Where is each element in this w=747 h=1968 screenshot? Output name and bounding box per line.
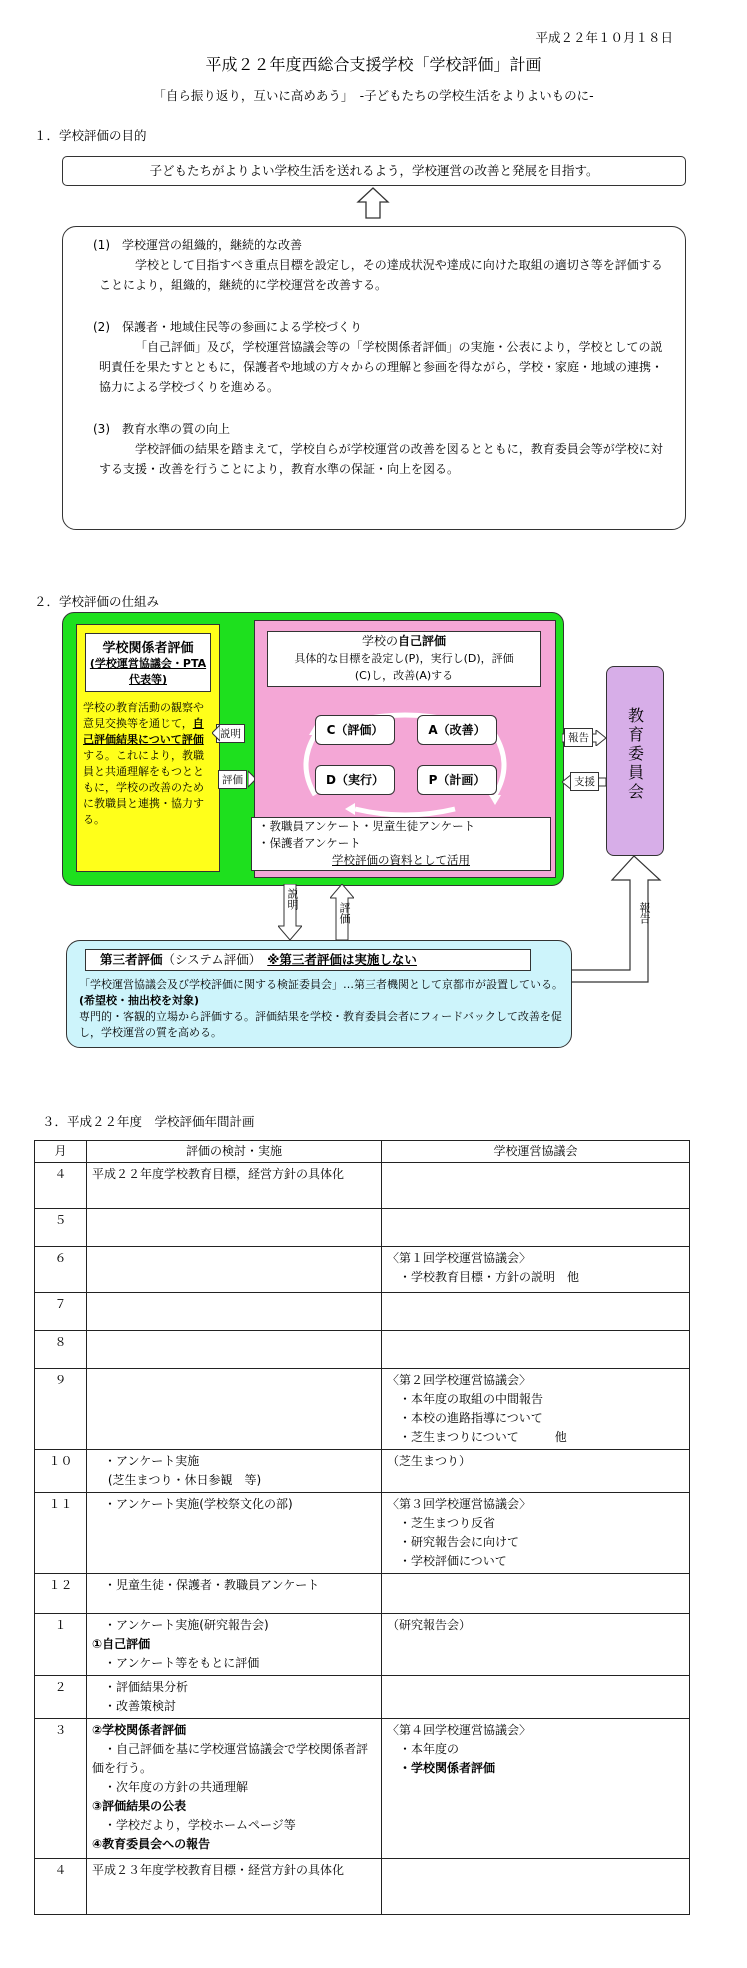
cell-line: ①自己評価 [92, 1637, 151, 1651]
self-hyouka-title-box [267, 631, 541, 687]
self-hyouka-desc: 具体的な目標を設定し(P)，実行し(D)，評価(C)し，改善(A)する [294, 652, 514, 682]
cell-line: 〈第１回学校運営協議会〉 [387, 1251, 532, 1265]
table-row [35, 1450, 690, 1493]
kankei-sub: (学校運営協議会・PTA代表等) [89, 657, 207, 686]
cell-council [382, 1247, 690, 1293]
header-evaluation: 評価の検討・実施 [87, 1141, 382, 1163]
cell-line: ・自己評価を基に学校運営協議会で学校関係者評価を行う。 [92, 1742, 369, 1775]
cell-line: 平成２２年度学校教育目標，経営方針の具体化 [92, 1167, 345, 1181]
goal-text: 子どもたちがよりよい学校生活を送れるよう，学校運営の改善と発展を目指す。 [149, 163, 599, 178]
table-row [35, 1676, 690, 1719]
cell-month: ４ [35, 1859, 87, 1915]
survey-use: 学校評価の資料として活用 [332, 853, 470, 867]
education-board-label: 教育委員会 [625, 707, 645, 802]
cell-month: １２ [35, 1574, 87, 1614]
table-row [35, 1859, 690, 1915]
cell-month: ６ [35, 1247, 87, 1293]
purpose-item-3 [63, 397, 685, 479]
cell-line: （芝生まつり） [387, 1454, 472, 1468]
third-party-text: 「学校運営協議会及び学校評価に関する検証委員会」…第三者機関として京都市が設置している。(希望校・抽出校を対象) 専門的・客観的立場から評価する。評価結果を学校・教育委員会者にフィードバックして改善を促し，学校運営の質を高める。 [79, 978, 563, 1039]
survey-line-1: ・教職員アンケート・児童生徒アンケート [258, 819, 476, 833]
cell-month: １１ [35, 1493, 87, 1574]
cell-evaluation [87, 1247, 382, 1293]
third-party-note: ※第三者評価は実施しない [267, 952, 417, 967]
purpose-box [62, 226, 686, 530]
goal-box [62, 156, 686, 186]
cell-council [382, 1676, 690, 1719]
section3-heading: ３．平成２２年度 学校評価年間計画 [42, 1114, 255, 1129]
cell-evaluation [87, 1331, 382, 1369]
table-row [35, 1614, 690, 1676]
cell-council [382, 1614, 690, 1676]
section2-heading: ２．学校評価の仕組み [34, 594, 160, 609]
cell-council [382, 1369, 690, 1450]
cell-evaluation [87, 1209, 382, 1247]
document-title: 平成２２年度西総合支援学校「学校評価」計画 [205, 55, 542, 74]
cell-line: ・アンケート等をもとに評価 [92, 1656, 260, 1670]
kankei-title-box [85, 633, 211, 692]
up-arrow-icon [356, 186, 390, 220]
table-row [35, 1209, 690, 1247]
purpose-item-body: 学校評価の結果を踏まえて，学校自らが学校運営の改善を図るとともに，教育委員会等が学校に対する支援・改善を行うことにより，教育水準の保証・向上を図る。 [99, 442, 663, 476]
cell-month: ７ [35, 1293, 87, 1331]
purpose-item-head: (3) 教育水準の質の向上 [93, 422, 230, 436]
cell-month: ９ [35, 1369, 87, 1450]
cell-month: ３ [35, 1719, 87, 1859]
section1-heading: １．学校評価の目的 [34, 128, 147, 143]
cycle-plan: P（計画） [417, 765, 497, 795]
cell-council [382, 1859, 690, 1915]
cell-line: ③評価結果の公表 [92, 1799, 187, 1813]
kankei-hyouka-box [76, 624, 220, 872]
down-setsumei: 説明 [286, 888, 299, 910]
self-hyouka-title: 学校の自己評価 [361, 634, 447, 648]
cell-line: ・研究報告会に向けて [387, 1535, 520, 1549]
table-row [35, 1247, 690, 1293]
education-board-box [606, 666, 664, 856]
cycle-act: A（改善） [417, 715, 497, 745]
cell-month: １ [35, 1614, 87, 1676]
cell-month: ８ [35, 1331, 87, 1369]
kankei-text: 学校の教育活動の観察や意見交換等を通じて，自己評価結果について評価する。これにより，教職員と共通理解をもつとともに，学校の改善のために教職員と連携・協力する。 [83, 701, 204, 826]
cell-council [382, 1493, 690, 1574]
survey-box [251, 817, 551, 871]
left-arrow-icon [212, 724, 220, 742]
cell-line: ・学校教育目標・方針の説明 他 [387, 1270, 580, 1284]
cell-line: ・学校評価について [387, 1554, 507, 1568]
table-row [35, 1331, 690, 1369]
cell-line: ②学校関係者評価 [92, 1723, 187, 1737]
purpose-item-head: (1) 学校運営の組織的，継続的な改善 [93, 238, 302, 252]
annual-plan-table [34, 1140, 690, 1915]
cell-council [382, 1209, 690, 1247]
cell-evaluation [87, 1163, 382, 1209]
cell-line: ・芝生まつりについて 他 [387, 1430, 567, 1444]
purpose-item-body: 学校として目指すべき重点目標を設定し，その達成状況や達成に向けた取組の適切さ等を評価することにより，組織的，継続的に学校運営を改善する。 [99, 258, 663, 292]
purpose-item-body: 「自己評価」及び，学校運営協議会等の「学校関係者評価」の実施・公表により，学校としての説明責任を果たすとともに，保護者や地域の方々からの理解と参画を得ながら，学校・家庭・地域の連携・協力による学校づくりを進める。 [99, 340, 664, 394]
survey-line-2: ・保護者アンケート [258, 836, 361, 850]
table-row [35, 1574, 690, 1614]
cell-council [382, 1719, 690, 1859]
cell-month: ２ [35, 1676, 87, 1719]
third-party-title-rest: （システム評価） [162, 952, 262, 967]
cell-line: ・本年度の取組の中間報告 [387, 1392, 544, 1406]
cell-line: ・学校関係者評価 [387, 1761, 496, 1775]
cycle-do: D（実行） [315, 765, 395, 795]
cell-line: ④教育委員会への報告 [92, 1837, 211, 1851]
cell-council [382, 1574, 690, 1614]
cell-council [382, 1163, 690, 1209]
arrow-hyouka: 評価 [218, 770, 247, 789]
right-houkoku: 報告 [638, 902, 651, 924]
table-row [35, 1369, 690, 1450]
third-party-title-box [85, 949, 531, 971]
cell-evaluation [87, 1676, 382, 1719]
cell-line: ・本校の進路指導について [387, 1411, 543, 1425]
purpose-item-1 [63, 227, 685, 295]
header-month: 月 [35, 1141, 87, 1163]
cell-evaluation [87, 1719, 382, 1859]
up-hyouka: 評価 [338, 902, 351, 924]
cell-evaluation [87, 1493, 382, 1574]
cell-line: ・児童生徒・保護者・教職員アンケート [92, 1578, 320, 1592]
cell-line: ・芝生まつり反省 [387, 1516, 496, 1530]
document-subtitle: 「自ら振り返り，互いに高めあう」 -子どもたちの学校生活をよりよいものに- [153, 88, 594, 103]
cell-line: ・評価結果分析 [92, 1680, 189, 1694]
table-row [35, 1163, 690, 1209]
purpose-item-head: (2) 保護者・地域住民等の参画による学校づくり [93, 320, 362, 334]
third-party-box [66, 940, 572, 1048]
cell-evaluation [87, 1574, 382, 1614]
purpose-item-2 [63, 295, 685, 397]
arrow-setsumei: 説明 [216, 724, 245, 743]
cell-council [382, 1450, 690, 1493]
cell-evaluation [87, 1450, 382, 1493]
arrow-houkoku: 報告 [564, 728, 593, 747]
cell-line: （研究報告会） [387, 1618, 472, 1632]
table-header-row [35, 1141, 690, 1163]
table-row [35, 1293, 690, 1331]
cell-evaluation [87, 1859, 382, 1915]
arrow-shien: 支援 [570, 772, 599, 791]
cell-evaluation [87, 1614, 382, 1676]
cell-line: 〈第２回学校運営協議会〉 [387, 1373, 532, 1387]
cell-month: １０ [35, 1450, 87, 1493]
cell-line: ・改善策検討 [92, 1699, 177, 1713]
cell-line: ・アンケート実施(学校祭文化の部) [92, 1497, 293, 1511]
kankei-title: 学校関係者評価 [102, 641, 194, 656]
cell-evaluation [87, 1293, 382, 1331]
cell-line: ・次年度の方針の共通理解 [92, 1780, 249, 1794]
table-row [35, 1493, 690, 1574]
cell-month: ５ [35, 1209, 87, 1247]
cycle-check: C（評価） [315, 715, 395, 745]
cell-line: ・アンケート実施 [92, 1454, 200, 1468]
cell-line: ・アンケート実施(研究報告会) [92, 1618, 269, 1632]
self-hyouka-box [254, 620, 556, 878]
third-party-title: 第三者評価 [100, 952, 163, 967]
cell-line: 平成２３年度学校教育目標・経営方針の具体化 [92, 1863, 345, 1877]
header-council: 学校運営協議会 [382, 1141, 690, 1163]
cell-line: ・本年度の [387, 1742, 460, 1756]
cell-month: ４ [35, 1163, 87, 1209]
cell-evaluation [87, 1369, 382, 1450]
cell-line: (芝生まつり・休日参観 等) [92, 1473, 262, 1487]
cell-line: 〈第４回学校運営協議会〉 [387, 1723, 532, 1737]
cell-line: ・学校だより，学校ホームページ等 [92, 1818, 296, 1832]
cell-council [382, 1331, 690, 1369]
cell-council [382, 1293, 690, 1331]
document-date: 平成２２年１０月１８日 [535, 30, 673, 45]
cell-line: 〈第３回学校運営協議会〉 [387, 1497, 532, 1511]
table-row [35, 1719, 690, 1859]
